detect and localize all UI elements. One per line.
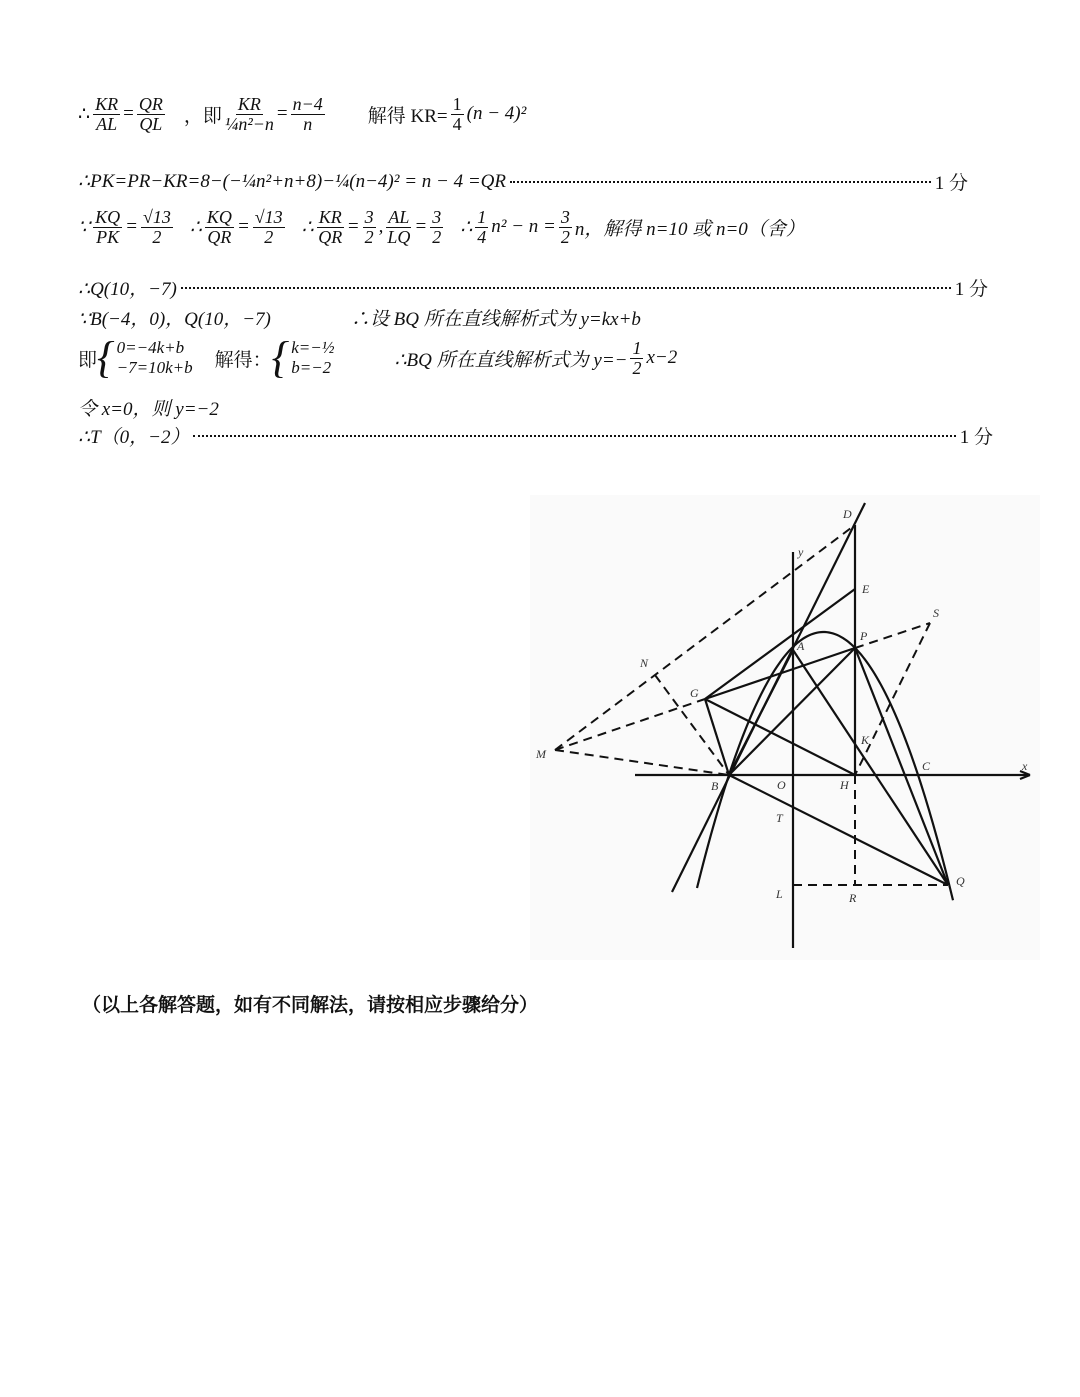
therefore: ∴ [189, 216, 202, 238]
denominator: 2 [152, 226, 162, 247]
label-M: M [536, 747, 546, 761]
score: 1 分 [954, 279, 988, 300]
label-C: C [922, 759, 931, 773]
therefore: ∴ [301, 216, 314, 238]
numerator: KR [318, 207, 342, 227]
denominator: 2 [432, 226, 442, 247]
numerator: KR [237, 94, 261, 114]
denominator: 2 [264, 226, 274, 247]
label-H: H [840, 778, 849, 792]
denominator: AL [96, 113, 118, 134]
label-O: O [777, 778, 786, 792]
text: n，解得 n=10 或 n=0（舍） [574, 218, 805, 240]
numerator: 3 [432, 207, 442, 227]
label-L: L [776, 887, 783, 901]
therefore: ∴ [78, 103, 91, 125]
numerator: 1 [632, 337, 642, 358]
numerator: √13 [142, 207, 171, 227]
numerator: 1 [452, 94, 462, 114]
denominator: LQ [387, 226, 411, 247]
numerator: 3 [364, 207, 374, 227]
equation: ∴Q(10，−7) [78, 279, 177, 300]
denominator: 2 [632, 357, 642, 378]
denominator: 2 [364, 226, 374, 247]
denominator: 4 [452, 113, 462, 134]
label-Q: Q [956, 874, 965, 888]
label-A: A [797, 639, 805, 653]
equals: = [123, 103, 134, 125]
label-P: P [860, 629, 868, 643]
because: ∵ [78, 216, 91, 238]
equation: 0=−4k+b [116, 338, 185, 358]
text: 解得： [214, 349, 272, 371]
numerator: √13 [254, 207, 283, 227]
solution-line-3: ∵ $\frac{KQ}{PK}$ = $\frac{√13}{2}$ ∴ $\frac{KQ}{QR}$ = $\frac{√13}{2}$ ∴ $\frac{KR}{QR}$ = $\frac{3}{2}$ , $\frac{AL}{LQ}$ = $\frac{3}{2}$ ∴ $\frac{1}{4}$ n² − n = $\frac{3}{2}$ n，解得 n=10 或 n=0（舍） [78, 207, 805, 247]
label-N: N [640, 656, 649, 670]
text: ∵B(−4，0)，Q(10，−7) [78, 309, 271, 330]
denominator: QL [139, 113, 163, 134]
text: 令 x=0，则 y=−2 [78, 399, 219, 420]
text: 解得 KR= [367, 105, 448, 127]
numerator: KR [95, 94, 119, 114]
text: ∴BQ 所在直线解析式为 y=− [394, 349, 628, 371]
equation: b=−2 [291, 358, 332, 377]
denominator: ¼n²−n [224, 113, 274, 134]
text: (n − 4)² [466, 103, 527, 125]
numerator: AL [388, 207, 410, 227]
denominator: QR [207, 226, 232, 247]
grading-note: （以上各解答题，如有不同解法，请按相应步骤给分） [82, 994, 539, 1016]
numerator: 3 [560, 207, 570, 227]
numerator: KQ [206, 207, 232, 227]
numerator: KQ [95, 207, 121, 227]
equation: ∴T（0，−2） [78, 427, 190, 448]
denominator: PK [96, 226, 120, 247]
text: n² − n = [491, 216, 556, 238]
equation: −7=10k+b [116, 358, 193, 377]
text: x−2 [646, 347, 678, 368]
text: ，即 [183, 105, 222, 127]
label-T: T [776, 811, 783, 825]
denominator: 2 [560, 226, 570, 247]
numerator: QR [138, 94, 163, 114]
label-R: R [849, 891, 857, 905]
label-E: E [862, 582, 870, 596]
therefore: ∴ [460, 216, 473, 238]
denominator: n [303, 113, 313, 134]
label-K: K [861, 733, 870, 747]
label-G: G [690, 686, 699, 700]
equation-system: { 0=−4k+b −7=10k+b [97, 333, 193, 382]
score: 1 分 [959, 427, 993, 448]
label-S: S [933, 606, 939, 620]
equation: k=−½ [291, 338, 335, 358]
numerator: 1 [477, 207, 487, 227]
label-x: x [1022, 759, 1028, 773]
denominator: QR [318, 226, 343, 247]
label-B: B [711, 779, 719, 793]
equation: ∴PK=PR−KR=8−(−¼n²+n+8)−¼(n−4)² = n − 4 =QR [78, 171, 506, 192]
denominator: 4 [477, 226, 487, 247]
solution-line-1: ∴ $\frac{KR}{AL}$ = $\frac{QR}{QL}$ ，即 $\frac{KR}{\text{¼n²−n}}$ = $\frac{n-4}{n}$ 解得 KR= $\frac{1}{4}$ (n − 4)² [78, 94, 527, 134]
label-y: y [798, 545, 804, 559]
text: ∴设 BQ 所在直线解析式为 y=kx+b [350, 309, 641, 330]
equation-system: { k=−½ b=−2 [271, 333, 335, 382]
numerator: n−4 [292, 94, 323, 114]
label-D: D [843, 507, 852, 521]
text: 即 [78, 349, 98, 371]
score: 1 分 [934, 173, 968, 194]
